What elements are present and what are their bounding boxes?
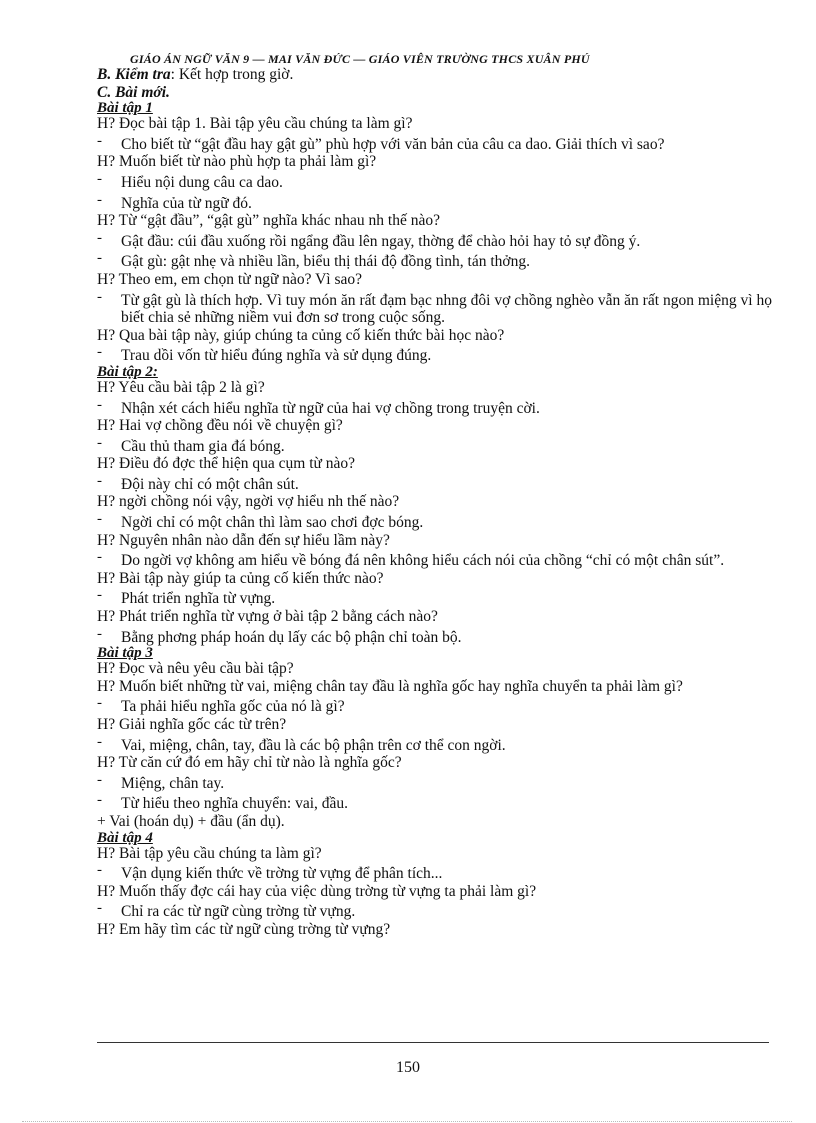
question-line: H? Đọc bài tập 1. Bài tập yêu cầu chúng ta làm gì? [97,115,413,133]
bullet-text: Hiểu nội dung câu ca dao. [121,173,283,191]
bullet-dash-icon: - [97,511,102,528]
answer-bullet [97,132,772,154]
section-heading [97,84,772,102]
question-line: H? Đọc và nêu yêu cầu bài tập? [97,660,294,678]
bullet-text: Ta phải hiểu nghĩa gốc của nó là gì? [121,698,345,716]
exercise-heading: Bài tập 4 [97,829,153,846]
answer-bullet [97,792,772,813]
bullet-text: Cầu thủ tham gia đá bóng. [121,437,285,455]
bullet-text: Nhận xét cách hiểu nghĩa từ ngữ của hai vợ chồng trong truyện cời. [121,399,540,417]
answer-bullet [97,900,772,921]
bullet-dash-icon: - [97,472,102,489]
answer-bullet [97,695,772,716]
bullet-text: Từ gật gù là thích hợp. Vì tuy món ăn rất đạm bạc nhng đôi vợ chồng nghèo vẫn ăn rất ngon miệng vì họ biết chia sẻ những niềm vui đơn sơ trong cuộc sống. [121,291,772,327]
question-line: H? Muốn biết từ nào phù hợp ta phải làm gì? [97,153,377,171]
page-bottom-border [22,1121,792,1122]
answer-bullet [97,250,772,271]
bullet-dash-icon: - [97,288,102,305]
bullet-dash-icon: - [97,250,102,267]
bullet-dash-icon: - [97,132,102,149]
bullet-text: Miệng, chân tay. [121,774,225,792]
bullet-dash-icon: - [97,862,102,879]
question-line: H? Từ “gật đầu”, “gật gù” nghĩa khác nhau nh thế nào? [97,212,440,230]
bullet-dash-icon: - [97,792,102,809]
bullet-dash-icon: - [97,733,102,750]
answer-bullet [97,549,772,570]
bullet-text: Nghĩa của từ ngữ đó. [121,194,252,212]
bullet-dash-icon: - [97,170,102,187]
question-line: H? Theo em, em chọn từ ngữ nào? Vì sao? [97,270,363,288]
bullet-dash-icon: - [97,900,102,917]
answer-bullet [97,771,772,793]
question-line: H? Bài tập yêu cầu chúng ta làm gì? [97,844,322,862]
question-line: H? Điều đó đợc thể hiện qua cụm từ nào? [97,455,356,473]
answer-bullet [97,344,772,365]
answer-bullet [97,625,772,647]
bullet-dash-icon: - [97,434,102,451]
question-line: H? Bài tập này giúp ta củng cố kiến thức nào? [97,569,384,587]
section-heading-label: C. Bài mới. [97,83,170,101]
bullet-dash-icon: - [97,771,102,788]
bullet-text: Vận dụng kiến thức về trờng từ vựng để phân tích... [121,865,443,883]
answer-bullet [97,587,772,608]
question-line: H? Giải nghĩa gốc các từ trên? [97,716,287,733]
question-line: H? Yêu cầu bài tập 2 là gì? [97,378,265,396]
lesson-content [97,66,772,939]
answer-bullet [97,170,772,192]
answer-bullet [97,862,772,883]
question-line: H? Muốn biết những từ vai, miệng chân tay đầu là nghĩa gốc hay nghĩa chuyển ta phải làm gì? [97,677,683,695]
bullet-text: Do ngời vợ không am hiểu về bóng đá nên không hiểu cách nói của chồng “chỉ có một chân sút”. [121,552,725,570]
question-line: H? ngời chồng nói vậy, ngời vợ hiểu nh thế nào? [97,493,400,511]
bullet-text: Cho biết từ “gật đầu hay gật gù” phù hợp với văn bản của câu ca dao. Giải thích vì sao? [121,135,665,153]
question-line: H? Phát triển nghĩa từ vựng ở bài tập 2 bằng cách nào? [97,608,438,626]
bullet-text: Trau dồi vốn từ hiểu đúng nghĩa và sử dụng đúng. [121,347,432,365]
bullet-text: Ngời chỉ có một chân thì làm sao chơi đợc bóng. [121,514,424,532]
question-line: H? Nguyên nhân nào dẫn đến sự hiểu lầm này? [97,531,390,549]
footer-rule [97,1042,769,1043]
bullet-text: Từ hiểu theo nghĩa chuyển: vai, đầu. [121,795,349,813]
answer-bullet [97,472,772,494]
answer-bullet [97,511,772,532]
bullet-dash-icon: - [97,695,102,712]
bullet-dash-icon: - [97,396,102,413]
bullet-dash-icon: - [97,229,102,246]
bullet-text: Vai, miệng, chân, tay, đầu là các bộ phận trên cơ thể con ngời. [121,736,506,754]
bullet-dash-icon: - [97,625,102,642]
answer-bullet [97,191,772,213]
page-number: 150 [396,1059,420,1076]
section-heading-text: : Kết hợp trong giờ. [170,66,294,83]
answer-bullet [97,288,772,327]
question-line: H? Hai vợ chồng đều nói về chuyện gì? [97,417,343,435]
answer-bullet [97,733,772,755]
question-line: H? Từ căn cứ đó em hãy chỉ từ nào là nghĩa gốc? [97,754,402,772]
exercise-heading: Bài tập 3 [97,645,153,662]
answer-bullet [97,396,772,418]
bullet-dash-icon: - [97,549,102,566]
bullet-text: Phát triển nghĩa từ vựng. [121,590,276,608]
running-header: GIÁO ÁN NGỮ VĂN 9 — MAI VĂN ĐỨC — GIÁO VIÊN TRƯỜNG THCS XUÂN PHÚ [130,52,590,64]
bullet-dash-icon: - [97,344,102,361]
exercise-heading: Bài tập 2: [97,363,158,380]
bullet-text: Bằng phơng pháp hoán dụ lấy các bộ phận chỉ toàn bộ. [121,628,462,646]
question-line: H? Muốn thấy đợc cái hay của việc dùng trờng từ vựng ta phải làm gì? [97,882,537,900]
question-line: H? Qua bài tập này, giúp chúng ta củng cố kiến thức bài học nào? [97,326,505,344]
bullet-text: Gật gù: gật nhẹ và nhiều lần, biểu thị thái độ đồng tình, tán thởng. [121,253,530,271]
bullet-dash-icon: - [97,191,102,208]
bullet-text: Chỉ ra các từ ngữ cùng trờng từ vựng. [121,903,356,921]
question-line: + Vai (hoán dụ) + đầu (ẩn dụ). [97,812,285,830]
answer-bullet [97,229,772,251]
answer-bullet [97,434,772,456]
section-heading [97,66,772,84]
bullet-text: Đội này chỉ có một chân sút. [121,475,299,493]
exercise-heading: Bài tập 1 [97,100,153,117]
bullet-text: Gật đầu: cúi đầu xuống rồi ngẩng đầu lên ngay, thờng để chào hỏi hay tỏ sự đồng ý. [121,232,641,250]
section-heading-label: B. Kiểm tra [97,66,171,83]
bullet-dash-icon: - [97,587,102,604]
question-line: H? Em hãy tìm các từ ngữ cùng trờng từ vựng? [97,920,391,938]
